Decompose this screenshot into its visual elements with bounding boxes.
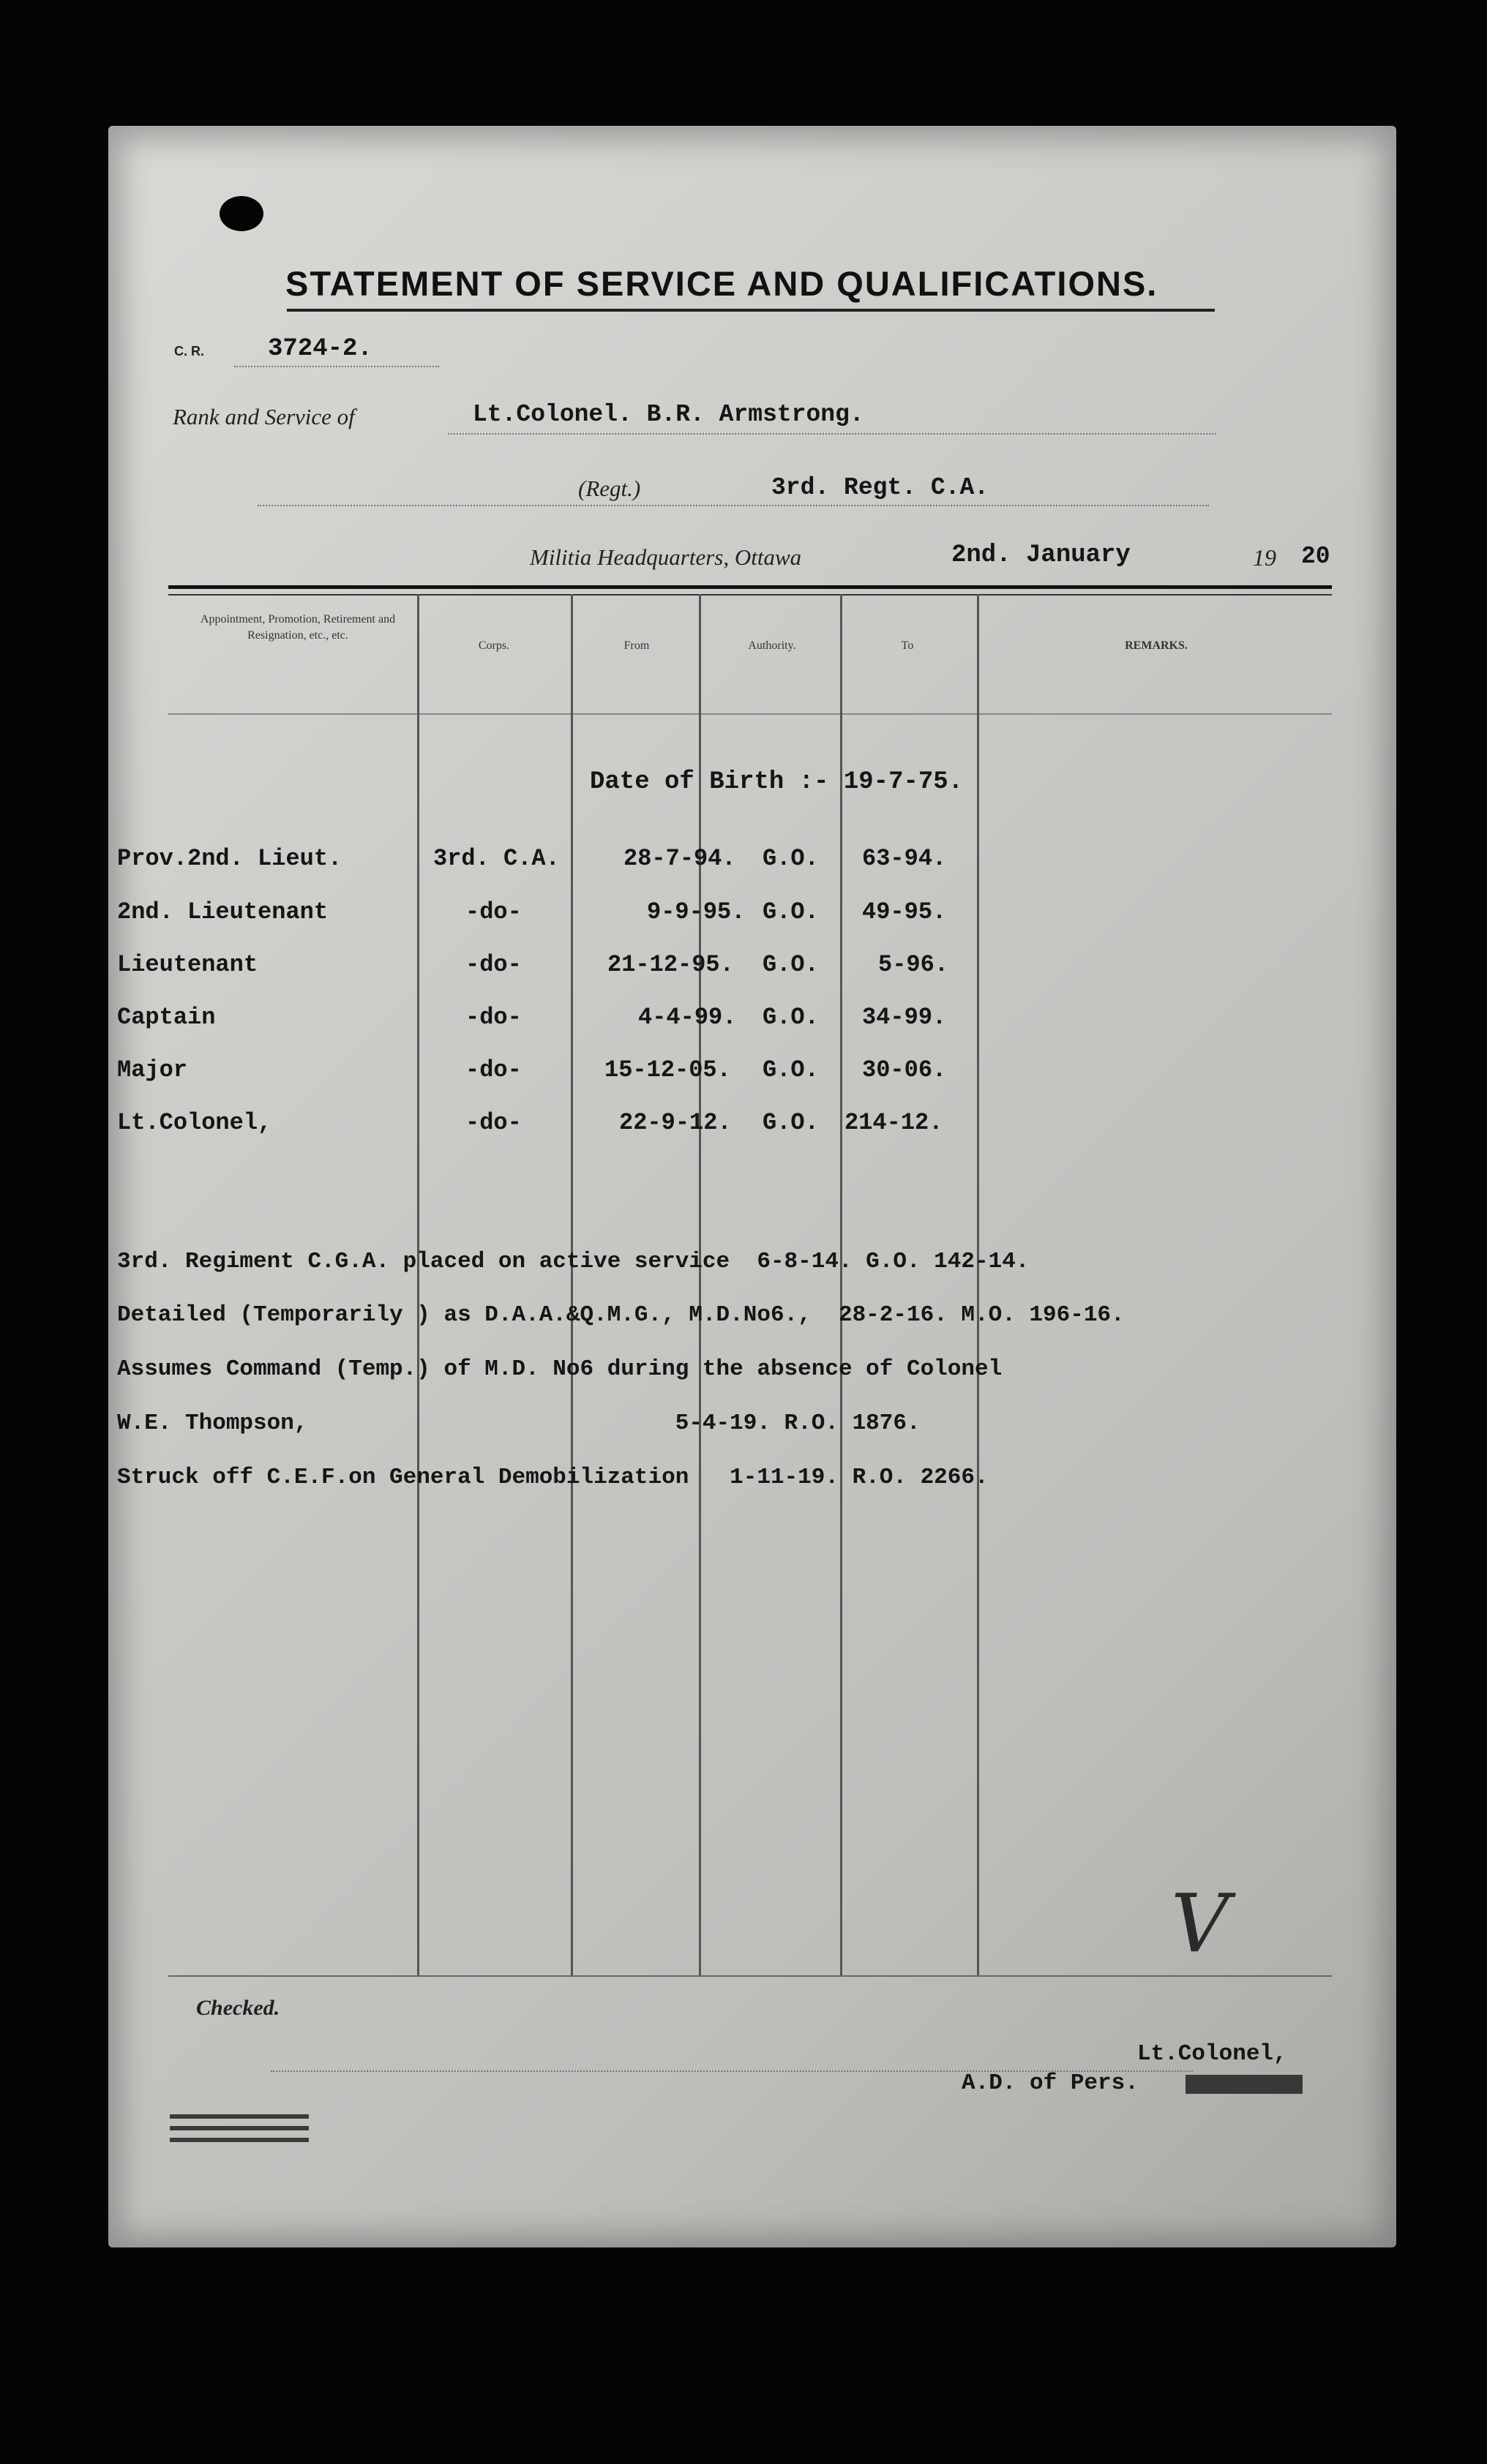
signature-role: A.D. of Pers. bbox=[962, 2070, 1139, 2096]
ink-blot bbox=[220, 196, 263, 231]
row-from: 4-4-99. bbox=[638, 1004, 737, 1031]
row-from: 22-9-12. bbox=[619, 1109, 732, 1136]
form-number-stamp bbox=[170, 2107, 309, 2170]
signature-title: Lt.Colonel, bbox=[1137, 2041, 1287, 2067]
table-top-rule-thin bbox=[168, 594, 1332, 596]
hq-label: Militia Headquarters, Ottawa bbox=[530, 544, 802, 570]
col-divider-4 bbox=[840, 594, 842, 1977]
row-rank: Prov.2nd. Lieut. bbox=[117, 845, 342, 872]
row-rank: Captain bbox=[117, 1004, 216, 1031]
row-authority: G.O. bbox=[763, 898, 819, 925]
row-from: 9-9-95. bbox=[647, 898, 746, 925]
row-corps: -do- bbox=[465, 1056, 522, 1083]
row-corps: -do- bbox=[465, 1004, 522, 1031]
title-underline bbox=[287, 309, 1215, 312]
checked-label: Checked. bbox=[196, 1996, 280, 2020]
header-authority: Authority. bbox=[748, 639, 796, 652]
row-rank: Lt.Colonel, bbox=[117, 1109, 272, 1136]
row-authority: G.O. bbox=[763, 951, 819, 978]
header-to: To bbox=[901, 639, 914, 652]
handwritten-check-mark: V bbox=[1171, 1877, 1229, 1970]
service-note: Assumes Command (Temp.) of M.D. No6 during the absence of Colonel bbox=[117, 1356, 1003, 1382]
row-to: 63-94. bbox=[862, 845, 947, 872]
row-authority: G.O. bbox=[763, 1004, 819, 1031]
header-corps: Corps. bbox=[478, 639, 510, 652]
service-note: W.E. Thompson, 5-4-19. R.O. 1876. bbox=[117, 1411, 921, 1436]
row-corps: 3rd. C.A. bbox=[433, 845, 560, 872]
date-of-birth: Date of Birth :- 19-7-75. bbox=[590, 768, 964, 796]
cr-dotted-line bbox=[234, 366, 439, 367]
table-bottom-rule bbox=[168, 1975, 1332, 1977]
table-top-rule bbox=[168, 585, 1332, 589]
row-from: 21-12-95. bbox=[607, 951, 734, 978]
rank-label: Rank and Service of bbox=[173, 404, 355, 429]
rank-dotted-line bbox=[448, 433, 1216, 435]
form-title: STATEMENT OF SERVICE AND QUALIFICATIONS. bbox=[285, 264, 1158, 303]
col-divider-1 bbox=[417, 594, 419, 1977]
row-authority: G.O. bbox=[763, 845, 819, 872]
row-rank: 2nd. Lieutenant bbox=[117, 898, 329, 925]
row-to: 5-96. bbox=[878, 951, 949, 978]
row-from: 28-7-94. bbox=[623, 845, 736, 872]
row-authority: G.O. bbox=[763, 1109, 819, 1136]
row-rank: Major bbox=[117, 1056, 188, 1083]
col-divider-3 bbox=[699, 594, 701, 1977]
year-prefix: 19 bbox=[1253, 544, 1276, 571]
year-suffix: 20 bbox=[1301, 543, 1330, 570]
date-value: 2nd. January bbox=[951, 541, 1131, 569]
row-corps: -do- bbox=[465, 898, 522, 925]
service-note: Detailed (Temporarily ) as D.A.A.&Q.M.G., M.D.No6., 28-2-16. M.O. 196-16. bbox=[117, 1302, 1125, 1328]
header-remarks: REMARKS. bbox=[1125, 639, 1188, 652]
regt-dotted-line bbox=[258, 505, 1209, 506]
row-authority: G.O. bbox=[763, 1056, 819, 1083]
row-to: 34-99. bbox=[862, 1004, 947, 1031]
header-bottom-rule bbox=[168, 713, 1332, 715]
row-rank: Lieutenant bbox=[117, 951, 258, 978]
service-note: Struck off C.E.F.on General Demobilization 1-11-19. R.O. 2266. bbox=[117, 1465, 989, 1490]
col-divider-5 bbox=[977, 594, 979, 1977]
row-corps: -do- bbox=[465, 1109, 522, 1136]
cr-label: C. R. bbox=[174, 344, 205, 358]
service-note: 3rd. Regiment C.G.A. placed on active service 6-8-14. G.O. 142-14. bbox=[117, 1249, 1030, 1274]
header-appointment: Appointment, Promotion, Retirement and Resignation, etc., etc. bbox=[200, 613, 396, 642]
row-corps: -do- bbox=[465, 951, 522, 978]
row-to: 49-95. bbox=[862, 898, 947, 925]
rank-value: Lt.Colonel. B.R. Armstrong. bbox=[473, 401, 864, 428]
row-from: 15-12-05. bbox=[604, 1056, 731, 1083]
header-from: From bbox=[623, 639, 650, 652]
regt-value: 3rd. Regt. C.A. bbox=[771, 474, 989, 501]
row-to: 30-06. bbox=[862, 1056, 947, 1083]
regt-label: (Regt.) bbox=[578, 476, 641, 501]
row-to: 214-12. bbox=[844, 1109, 943, 1136]
redacted-mark bbox=[1186, 2075, 1303, 2094]
col-divider-2 bbox=[571, 594, 573, 1977]
cr-value: 3724-2. bbox=[268, 335, 372, 363]
